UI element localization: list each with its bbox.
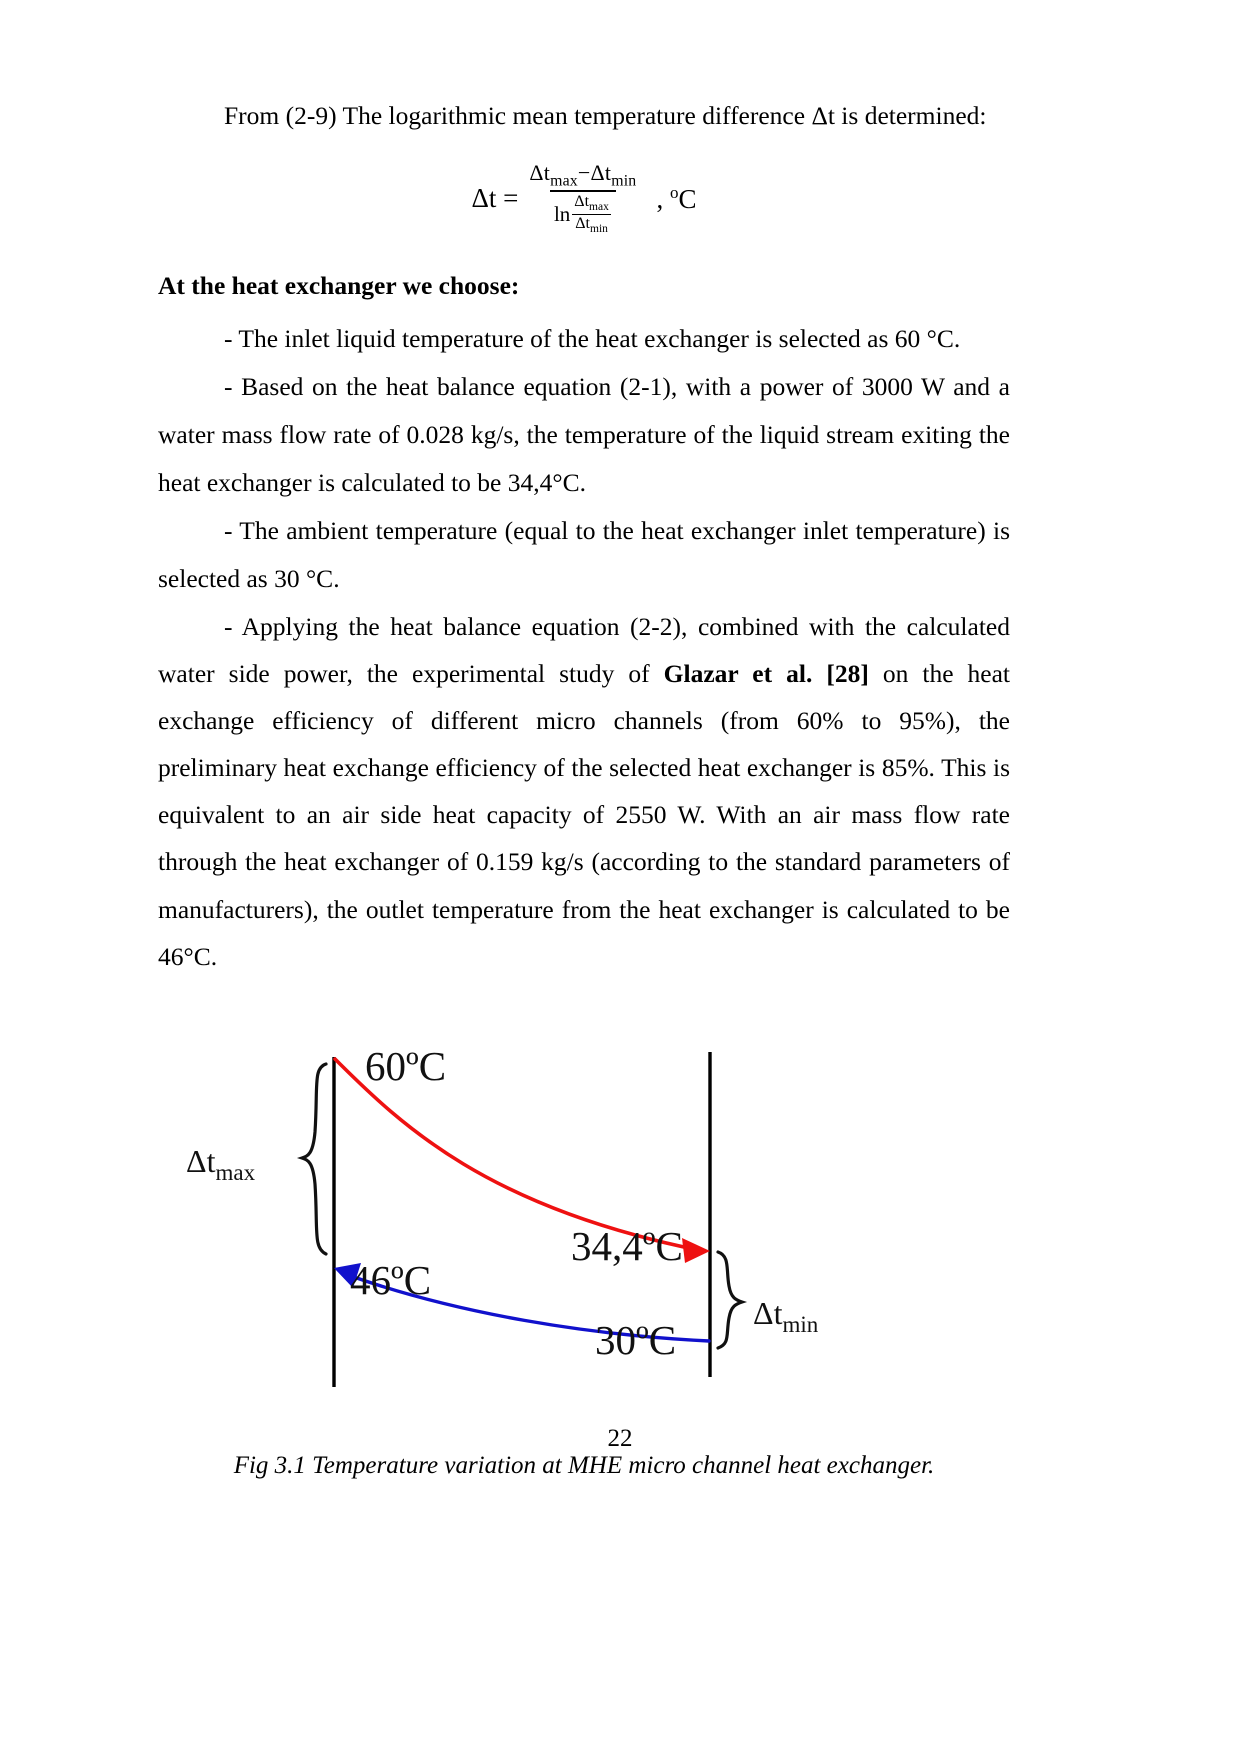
label-hot-inlet-temperature: 60ºC bbox=[365, 1042, 447, 1089]
citation-glazar: Glazar et al. [28] bbox=[663, 658, 869, 688]
inner-den-sub: min bbox=[589, 223, 608, 236]
bullet-heat-balance-2-1: - Based on the heat balance equation (2-1), with a power of 3000 W and a water mass flow rate of 0.028 kg/s, the temperature of the liquid stream exiting the heat exchanger is calculated to be 34,4°C. bbox=[158, 371, 1010, 497]
final-paragraph-part2: on the heat exchange efficiency of different micro channels (from 60% to 95%), the preliminary heat exchange efficiency of the selected heat exchanger is 85%. This is equivalent to an air side heat capacity of 2550 W. With an air mass flow rate through the heat exchanger of 0.159 kg/s (according to the standard parameters of manufacturers), the outlet temperature from the heat exchanger is calculated to be 46°C. bbox=[158, 658, 1011, 971]
numerator-delta-t-min-base: Δt bbox=[590, 159, 612, 185]
label-hot-outlet-temperature: 34,4ºC bbox=[571, 1222, 683, 1269]
numerator-delta-t-max-base: Δt bbox=[529, 159, 551, 185]
formula-denominator bbox=[550, 190, 616, 236]
inner-num-sub: max bbox=[589, 200, 609, 213]
bullet-inlet-liquid: - The inlet liquid temperature of the heat exchanger is selected as 60 °C. bbox=[224, 323, 961, 353]
label-cold-inlet-temperature: 30ºC bbox=[595, 1316, 677, 1363]
formula-fraction bbox=[525, 159, 640, 237]
inner-denominator bbox=[572, 214, 611, 236]
delta-t-min-brace bbox=[718, 1252, 742, 1348]
label-delta-t-max: $\Delta t_{max}$ bbox=[186, 1142, 256, 1185]
delta-t-max-brace bbox=[302, 1064, 326, 1254]
inner-den-base: Δt bbox=[575, 215, 590, 233]
formula-block bbox=[158, 136, 1010, 245]
figure-caption: Fig 3.1 Temperature variation at MHE micro channel heat exchanger. bbox=[233, 1451, 935, 1479]
intro-paragraph: From (2-9) The logarithmic mean temperature difference Δt is determined: bbox=[224, 101, 987, 130]
inner-ratio-fraction bbox=[571, 194, 612, 236]
natural-log-label: ln bbox=[553, 202, 571, 227]
unit-comma: , bbox=[656, 184, 664, 215]
numerator-delta-t-min-sub: min bbox=[611, 171, 637, 189]
lmtd-formula bbox=[471, 159, 697, 237]
celsius-letter: C bbox=[678, 184, 697, 215]
label-cold-outlet-temperature: 46ºC bbox=[350, 1256, 432, 1303]
bullet-heat-balance-2-2 bbox=[158, 603, 1010, 980]
bullet-ambient-temperature: - The ambient temperature (equal to the heat exchanger inlet temperature) is selected as 30 °C. bbox=[158, 515, 1010, 593]
inner-num-base: Δt bbox=[574, 192, 590, 210]
degree-symbol: o bbox=[669, 183, 679, 203]
formula-unit bbox=[656, 184, 696, 213]
inner-numerator bbox=[571, 194, 612, 215]
formula-numerator bbox=[525, 159, 640, 190]
page-content bbox=[158, 96, 1010, 1505]
formula-lhs: Δt = bbox=[471, 183, 519, 214]
hot-stream-arrowhead bbox=[682, 1238, 710, 1263]
section-heading: At the heat exchanger we choose: bbox=[158, 271, 520, 301]
numerator-minus-sign: − bbox=[577, 159, 591, 185]
label-delta-t-min: $\Delta t_{min}$ bbox=[753, 1294, 819, 1337]
final-paragraph-part1: - Applying the heat balance equation (2-2), combined with the calculated water side power, the experimental study of bbox=[158, 611, 1010, 688]
page-number: 22 bbox=[607, 1425, 633, 1452]
temperature-variation-chart bbox=[158, 1032, 1010, 1422]
temperature-diagram-figure bbox=[158, 1032, 1010, 1422]
numerator-delta-t-max-sub: max bbox=[550, 171, 578, 189]
